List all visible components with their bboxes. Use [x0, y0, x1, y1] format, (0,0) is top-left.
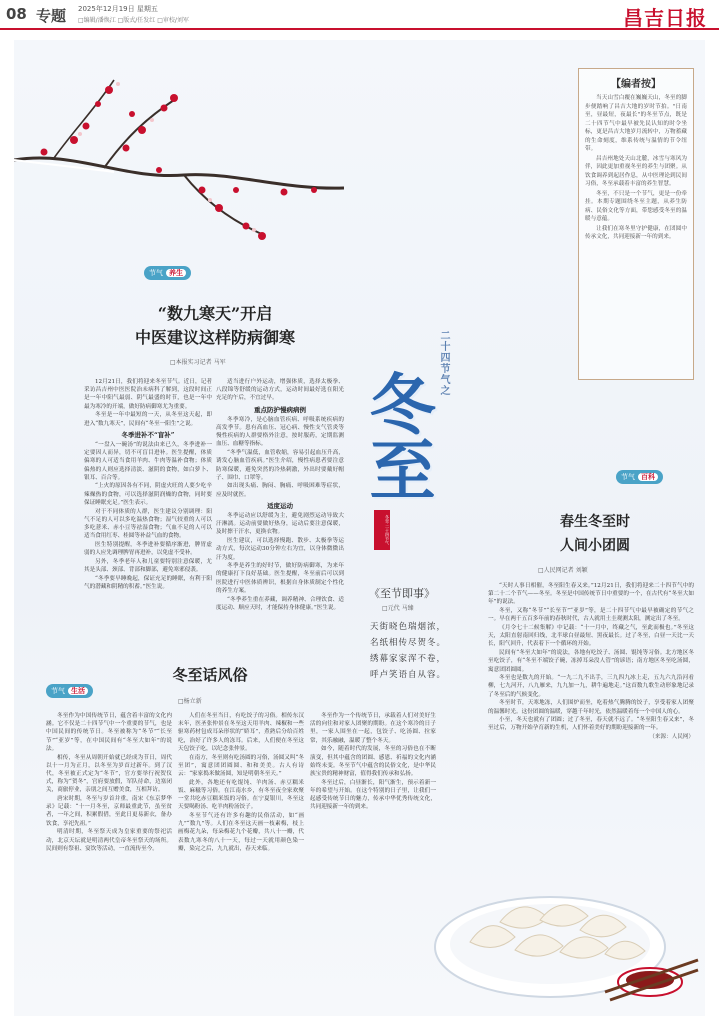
- article2-paragraph: 《月令七十二候集解》中记载：“十一月中，终藏之气，至此而极也。”冬至这天，太阳直射南回归线，北半球白昼最短、黑夜最长。过了冬至，白昼一天比一天长，阳气回升，代表着下一个循环的开始。: [488, 625, 694, 648]
- article2-title-line1: 春生冬至时: [560, 514, 630, 530]
- article2-paragraph: “天时人事日相催，冬至阳生春又来。”12月21日，我们将迎来二十四节气中的第二十二个节气——冬至。冬至是中国传统节日中重要的一个，在古代有“冬至大如年”的说法。: [488, 583, 694, 606]
- poem-line: 呼卢笑语自从容。: [370, 670, 447, 680]
- article1-paragraph: “上火的原因各有不同，阴虚火旺的人要少吃辛辣燥热的食物，可以选择滋阴润燥的食物，同时要保证睡眠充足。”医生表示。: [84, 483, 212, 506]
- badge-tag: 养生: [166, 269, 186, 277]
- badge-label: 节气: [51, 687, 65, 695]
- article2-paragraph: 冬至时节，天寒地冻，人们围炉而坐，吃着热气腾腾的饺子，享受着家人团聚的温馨时光。这份团圆的温暖，穿越千年时光，依然温暖着每一个中国人的心。: [488, 700, 694, 715]
- article1-subheading: 冬季进补不“盲补”: [121, 430, 175, 439]
- article1-column-right: [216, 378, 344, 646]
- badge-tag: 生活: [68, 687, 88, 695]
- article1-paragraph: 冬季运动应以舒缓为主，避免剧烈运动导致大汗淋漓。运动前要做好热身，运动后要注意保暖，及时擦干汗水，更换衣物。: [216, 513, 344, 536]
- article3-paragraph: 冬至作为一个传统节日，承载着人们对美好生活的向往和对家人团聚的期盼。在这个寒冷的日子里，一家人围坐在一起，包饺子、吃汤圆、拉家常，其乐融融，温暖了整个冬天。: [310, 713, 436, 744]
- article2-paragraph: 冬至，又称“冬节”“长至节”“亚岁”等，是二十四节气中最早被确定的节气之一。早在两千五百多年前的春秋时代，古人就用土圭观测太阳，测定出了冬至。: [488, 608, 694, 623]
- article3-column-2: [178, 712, 304, 1008]
- article3-paragraph: 明清时期，冬至祭天成为皇家重要的祭祀活动，北京天坛就是明清两代皇帝冬至祭天的场所。民间则有祭祖、宴饮等活动，一直流传至今。: [46, 829, 172, 852]
- article2-paragraph: 民间有“冬至大如年”的说法，各地有吃饺子、汤圆、馄饨等习俗。北方地区冬至吃饺子，有“冬至不端饺子碗，冻掉耳朵没人管”的谚语；南方地区冬至吃汤圆，寓意团团圆圆。: [488, 650, 694, 673]
- article2-source: （来源：人民网）: [649, 734, 694, 741]
- dumpling-plate-icon: [430, 842, 700, 1012]
- article1-paragraph: “一盘入一碗汤”的说法由来已久，冬季进补一定要因人而异，切不可盲目进补。医生提醒，体质偏寒的人可适当食用羊肉、牛肉等温补食物；体质偏热的人则应选择清淡、滋阴的食物，如白萝卜、银耳、百合等。: [84, 441, 212, 481]
- article1-paragraph: 如出现头痛、胸闷、胸痛、呼吸困难等症状，应及时就医。: [216, 483, 344, 498]
- article1-title-line2: 中医建议这样防病御寒: [134, 328, 295, 347]
- badge-tag: 百科: [638, 473, 658, 481]
- article3-paragraph: 如今，随着时代的发展，冬至的习俗也在不断演变，但其中蕴含的团圆、感恩、祈福的文化内涵始终未变。冬至节气中蕴含的民俗文化，是中华民族宝贵的精神财富，值得我们传承和弘扬。: [310, 746, 436, 777]
- article3-paragraph: 冬至过后，白昼渐长，阳气渐生，预示着新一年的希望与开始。在这个特别的日子里，让我们一起感受传统节日的魅力，传承中华优秀传统文化，共同迎接新一年的到来。: [310, 779, 436, 811]
- issue-date: 2025年12月19日 星期五: [78, 5, 158, 13]
- article1-title-line1: “数九寒天”开启: [157, 304, 273, 323]
- section-badge-life: [46, 684, 93, 698]
- page-number: 08: [6, 5, 27, 23]
- editor-note-paragraph: 冬至，不只是一个节气，更是一份牵挂。本期专题围绕冬至主题，从养生防病、民俗文化等方面，带您感受冬至的温暖与意蕴。: [585, 190, 687, 222]
- article3-headline: 冬至话风俗: [172, 666, 248, 684]
- editor-note-title: 【编者按】: [611, 79, 661, 90]
- article3-column-3: [310, 712, 436, 892]
- article3-paragraph: 相传，冬至从周朝开始就已经成为节日，周代以十一月为正月，以冬至为岁首过新年。到了汉代，冬至被正式定为“冬节”，官方要举行祝贺仪式，称为“贺冬”，官府要放假，军队待命，边塞闭关，商旅停业，亲朋之间互赠美食，互相拜访。: [46, 754, 172, 794]
- article2-paragraph: 小至，冬天也就有了团圆；过了冬至，春天就不远了。“冬至阳生春又来”，冬至过后，万物开始孕育新的生机，人们怀着美好的期盼迎接新的一年。: [488, 717, 694, 732]
- section-badge-health: [144, 266, 191, 280]
- article1-paragraph: “冬季气温低，血管收缩，容易引起血压升高，诱发心脑血管疾病。”医生介绍，慢性病患者要注意防寒保暖，避免突然的冷热刺激，外出时要戴好帽子、围巾、口罩等。: [216, 450, 344, 481]
- article3-paragraph: 冬至节气还有许多有趣的民俗活动，如“画九”“数九”等。人们在冬至这天画一枝素梅，枝上画梅花九朵，每朵梅花九个花瓣，共八十一瓣，代表数九寒冬的八十一天，每过一天就用颜色染一瓣，染完之后，九九就出，春天来临。: [178, 812, 304, 852]
- article2-headline: [505, 510, 685, 558]
- plum-blossom-branch-icon: [14, 40, 344, 290]
- section-name: 专题: [36, 7, 67, 25]
- article1-paragraph: 对于不同体质的人群，医生建议分别调理：阳气不足的人可以多吃温热食物；湿气较重的人可以多吃薏米、赤小豆等祛湿食物；气血不足的人可以适当食用红枣、桂圆等补益气血的食物。: [84, 508, 212, 540]
- article1-byline: □本报实习记者 马军: [170, 359, 226, 366]
- editor-note-box: [578, 68, 694, 380]
- poem-line: 名纸相传尽贺冬。: [370, 638, 447, 648]
- article1-paragraph: “冬季养生重在养藏，调养精神、合理饮食、适度运动、顺应天时，才能保持身体健康。”医生说。: [216, 596, 344, 611]
- article3-paragraph: 人们在冬至当日，有吃饺子的习俗。相传东汉末年，医圣张仲景在冬至这天用羊肉、辣椒和一些驱寒药材包成耳朵形状的“娇耳”，煮熟后分给百姓吃，治好了许多人的冻耳。后来，人们便在冬至这天包饺子吃，以纪念张仲景。: [178, 713, 304, 752]
- article1-paragraph: 冬季寒冷，是心脑血管疾病、呼吸系统疾病的高发季节。患有高血压、冠心病、慢性支气管炎等慢性疾病的人群要格外注意，按时服药，定期监测血压、血糖等指标。: [216, 416, 344, 448]
- editor-note-body: [585, 94, 687, 242]
- staff-credits: □编辑/潘焕江 □版式/任发红 □审校/刘军: [78, 17, 189, 24]
- poem-title: 《至节即事》: [369, 587, 435, 600]
- article1-paragraph: 另外，冬季老年人和儿童要特别注意保暖，尤其是头部、颈部、背部和脚部，避免寒邪侵袭。: [84, 558, 212, 573]
- section-badge-encyclopedia: [616, 470, 663, 484]
- solar-term-seal: 冬至·二十四节气: [374, 510, 390, 550]
- editor-note-paragraph: 昌吉州地处天山北麓，冰雪与寒风为伴，因此更加重视冬至的养生与团聚。从饮食调养到起居作息，从中医理论到民间习俗，冬至承载着丰富的养生智慧。: [585, 155, 687, 187]
- article1-paragraph: 适当进行户外运动，增强体质，选择太极拳、八段锦等舒缓的运动方式，运动时间最好选在阳光充足的午后，不宜过早。: [216, 379, 344, 402]
- article3-byline: □杨立新: [178, 698, 202, 705]
- article1-paragraph: 冬季是养生的好时节，做好防病御寒，为来年的健康打下良好基础。医生提醒，冬至前后可以到医院进行中医体质辨识，根据自身体质制定个性化的养生方案。: [216, 563, 344, 594]
- article2-column: [488, 582, 694, 840]
- article2-byline: □人民网记者 刘颖: [538, 567, 588, 574]
- editor-note-paragraph: 让我们在寒冬里守护健康，在团圆中传承文化，共同迎接新一年的到来。: [585, 225, 687, 240]
- badge-label: 节气: [149, 269, 163, 277]
- poem-line: 绣幕家家浑不卷，: [370, 654, 447, 664]
- article3-paragraph: 冬至作为中国传统节日，蕴含着丰富的文化内涵。它不仅是二十四节气中一个重要的节气，也是中国民间的传统节日。冬至被称为“冬节”“长至节”“亚岁”等，在中国民间有“冬至大如年”的说法。: [46, 713, 172, 752]
- article3-paragraph: 此外，各地还有吃馄饨、羊肉汤、赤豆糯米饭、麻糍等习俗。在江南水乡，有冬至夜全家欢聚一堂共吃赤豆糯米饭的习俗。在宁夏银川，冬至这天要喝粉汤、吃羊肉粉汤饺子。: [178, 779, 304, 811]
- article1-paragraph: 12月21日，我们将迎来冬至节气。近日，记者采访昌吉州中医医院治未病科了解到，这段时间正是一年中阳气最弱、阴气最盛的时节，也是一年中最为寒冷的开端，做好防病御寒尤为重要。: [84, 379, 212, 410]
- poem-author: □元代 马臻: [382, 605, 414, 612]
- article3-paragraph: 在南方，冬至则有吃汤圆的习俗，汤圆又叫“冬至团”，寓意团团圆圆、和和美美。古人有诗云：“家家捣米做汤圆，知是明朝冬至天。”: [178, 754, 304, 777]
- solar-term-name: 冬至: [358, 370, 436, 502]
- article1-column-left: [84, 378, 212, 646]
- article3-paragraph: 唐宋时期，冬至与岁首并重，南宋《东京梦华录》记载：“十一月冬至，京师最重此节，虽至贫者，一年之间，积累假借，至此日更易新衣，备办饮食，享祀先祖。”: [46, 796, 172, 827]
- newspaper-masthead: 昌吉日报: [623, 6, 707, 30]
- article1-subheading: 适度运动: [267, 501, 293, 510]
- poem-line: 天街晓色瑞烟浓，: [370, 622, 447, 632]
- article2-paragraph: 冬至也是数九的开始。“一九二九不出手，三九四九冰上走，五九六九沿河看柳，七九河开，八九雁来，九九加一九，耕牛遍地走。”这首数九歌生动形象地记录了冬至后的气候变化。: [488, 675, 694, 698]
- solar-term-subtitle: 二十四节气之: [438, 330, 449, 396]
- article1-headline: [100, 302, 330, 350]
- article1-paragraph: 冬至是一年中最短的一天，从冬至这天起，即进入“数九寒天”，民间有“冬至一阳生”之说。: [84, 412, 212, 427]
- article1-paragraph: 医生建议，可以选择慢跑、散步、太极拳等运动方式，每次运动30分钟左右为宜，以身体微微出汗为度。: [216, 538, 344, 561]
- badge-label: 节气: [621, 473, 635, 481]
- editor-note-paragraph: 当天山雪白覆在巍巍天山，冬至的脚步便踏响了昌吉大地的岁时节拍。"日南至，昼最短，夜最长"的冬至节点，既是二十四节气中最早被先民认知的时令坐标，更是昌吉大地岁月流转中，万物蓄藏的生命刻度，维系传统与温情的节令纽带。: [585, 95, 687, 152]
- page-header: [0, 0, 719, 30]
- article1-paragraph: 医生特别提醒，冬季进补要循序渐进，脾胃虚弱的人应先调理脾胃再进补，以免虚不受补。: [84, 541, 212, 557]
- article2-title-line2: 人间小团圆: [560, 538, 630, 554]
- article1-paragraph: “冬季要早睡晚起，保证充足的睡眠，有利于阳气的潜藏和阴精的积蓄。”医生说。: [84, 575, 212, 590]
- article1-subheading: 重点防护慢病病例: [254, 405, 306, 414]
- article3-column-1: [46, 712, 172, 1008]
